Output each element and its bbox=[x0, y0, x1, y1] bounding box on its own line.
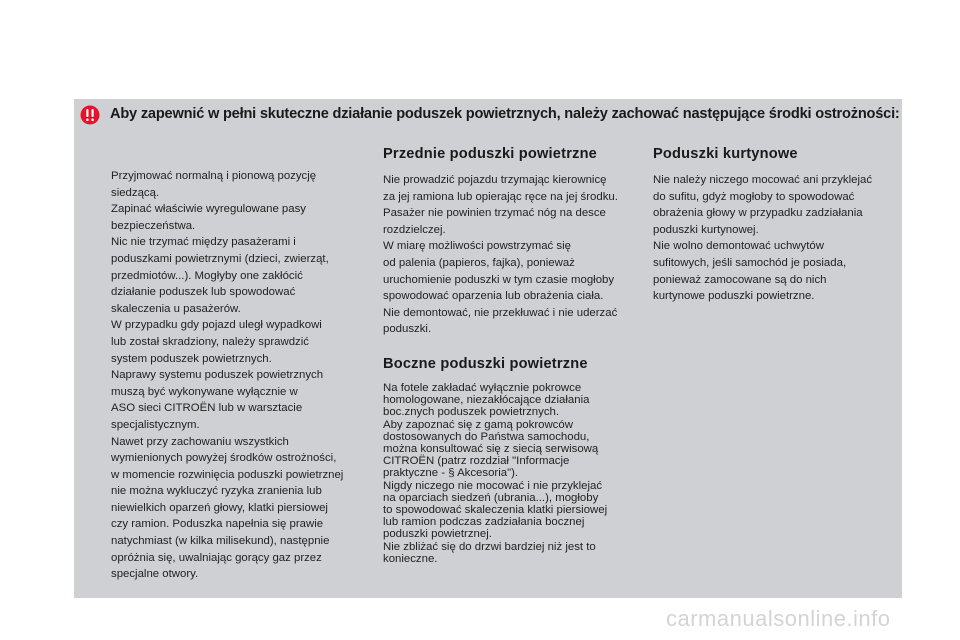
text-line: homologowane, niezakłócające działania bbox=[383, 394, 590, 407]
text-line: do sufitu, gdyż mogłoby to spowodować bbox=[653, 190, 855, 203]
text-line: system poduszek powietrznych. bbox=[111, 352, 272, 365]
text-line: siedzącą. bbox=[111, 186, 160, 199]
watermark: carmanualsonline.info bbox=[666, 606, 891, 631]
front-airbags-title: Przednie poduszki powietrzne bbox=[383, 146, 597, 162]
text-line: W przypadku gdy pojazd uległ wypadkowi bbox=[111, 319, 322, 332]
text-line: poduszki kurtynowej. bbox=[653, 223, 759, 236]
text-line: na oparciach siedzeń (ubrania...), mogłoby bbox=[383, 491, 599, 504]
text-line: dostosowanych do Państwa samochodu, bbox=[383, 430, 590, 443]
text-line: lub ramion podczas zadziałania bocznej bbox=[383, 516, 585, 529]
text-line: Nie należy niczego mocować ani przyklejać bbox=[653, 174, 873, 186]
text-line: działanie poduszek lub spowodować bbox=[111, 286, 296, 299]
text-line: Nie demontować, nie przekłuwać i nie uderzać bbox=[383, 306, 618, 319]
text-line: poduszki. bbox=[383, 323, 432, 336]
curtain-airbags-text bbox=[653, 172, 905, 305]
text-line: Nic nie trzymać między pasażerami i bbox=[111, 236, 296, 249]
side-airbags-title: Boczne poduszki powietrzne bbox=[383, 356, 588, 372]
text-line: niewielkich oparzeń głowy, klatki piersiowej bbox=[111, 501, 328, 514]
text-line: specjalne otwory. bbox=[111, 568, 199, 581]
text-line: ASO sieci CITROËN lub w warsztacie bbox=[111, 402, 303, 415]
warning-exclamation-icon bbox=[80, 105, 100, 125]
text-line: Nie wolno demontować uchwytów bbox=[653, 240, 824, 253]
text-line: poduszki powietrznej. bbox=[383, 528, 492, 541]
text-line: Naprawy systemu poduszek powietrznych bbox=[111, 369, 324, 382]
text-line: specjalistycznym. bbox=[111, 418, 200, 431]
text-line: W miarę możliwości powstrzymać się bbox=[383, 240, 571, 253]
general-precautions bbox=[111, 168, 361, 583]
side-airbags-text bbox=[383, 382, 635, 565]
text-line: wymienionych powyżej środków ostrożności, bbox=[111, 452, 337, 465]
text-line: Zapinać właściwie wyregulowane pasy bbox=[111, 203, 306, 216]
text-line: za jej ramiona lub opierając ręce na jej środku. bbox=[383, 190, 618, 203]
text-line: to spowodować skaleczenia klatki piersiowej bbox=[383, 504, 608, 517]
front-airbags-text bbox=[383, 172, 635, 338]
text-line: uruchomienie poduszki w tym czasie mogłoby bbox=[383, 273, 615, 286]
text-line: poduszkami powietrznymi (dzieci, zwierząt, bbox=[111, 252, 329, 265]
curtain-airbags-section bbox=[653, 145, 905, 305]
text-line: Nie zbliżać się do drzwi bardziej niż jest to bbox=[383, 540, 596, 553]
text-line: muszą być wykonywane wyłącznie w bbox=[111, 385, 298, 398]
text-line: można konsultować się z siecią serwisową bbox=[383, 443, 599, 456]
text-line: Nawet przy zachowaniu wszystkich bbox=[111, 435, 289, 448]
text-line: boc.znych poduszek powietrznych. bbox=[383, 406, 560, 419]
text-line: rozdzielczej. bbox=[383, 223, 446, 236]
text-line: lub został skradziony, należy sprawdzić bbox=[111, 335, 309, 348]
text-line: kurtynowe poduszki powietrzne. bbox=[653, 290, 815, 303]
text-line: spowodować oparzenia lub obrażenia ciała. bbox=[383, 290, 604, 303]
text-line: opróżnia się, uwalniając gorący gaz przez bbox=[111, 551, 322, 564]
text-line: natychmiast (w kilka milisekund), następnie bbox=[111, 535, 330, 548]
text-line: ponieważ zamocowane są do nich bbox=[653, 273, 827, 286]
text-line: skaleczenia u pasażerów. bbox=[111, 302, 241, 315]
text-line: Pasażer nie powinien trzymać nóg na desce bbox=[383, 207, 606, 220]
text-line: Przyjmować normalną i pionową pozycję bbox=[111, 170, 317, 182]
text-line: Nie prowadzić pojazdu trzymając kierownicę bbox=[383, 174, 607, 186]
text-line: bezpieczeństwa. bbox=[111, 219, 196, 232]
text-line: czy ramion. Poduszka napełnia się prawie bbox=[111, 518, 324, 531]
text-line: nie można wykluczyć ryzyka zranienia lub bbox=[111, 485, 322, 498]
curtain-airbags-title: Poduszki kurtynowe bbox=[653, 146, 798, 162]
text-line: CITROËN (patrz rozdział "Informacje bbox=[383, 455, 570, 468]
text-line: Na fotele zakładać wyłącznie pokrowce bbox=[383, 382, 582, 394]
side-airbags-section bbox=[383, 355, 635, 565]
front-airbags-section bbox=[383, 145, 635, 338]
text-line: konieczne. bbox=[383, 552, 438, 565]
text-line: od palenia (papieros, fajka), ponieważ bbox=[383, 256, 575, 269]
text-line: przedmiotów...). Mogłyby one zakłócić bbox=[111, 269, 303, 282]
warning-headline: Aby zapewnić w pełni skuteczne działanie poduszek powietrznych, należy zachować następujące środki ostrożności: bbox=[110, 106, 900, 122]
text-line: praktyczne - § Akcesoria"). bbox=[383, 467, 519, 480]
text-line: sufitowych, jeśli samochód je posiada, bbox=[653, 256, 847, 269]
text-line: Aby zapoznać się z gamą pokrowców bbox=[383, 418, 573, 431]
text-line: Nigdy niczego nie mocować i nie przyklejać bbox=[383, 479, 603, 492]
text-line: w momencie rozwinięcia poduszki powietrznej bbox=[111, 468, 344, 481]
text-line: obrażenia głowy w przypadku zadziałania bbox=[653, 207, 863, 220]
